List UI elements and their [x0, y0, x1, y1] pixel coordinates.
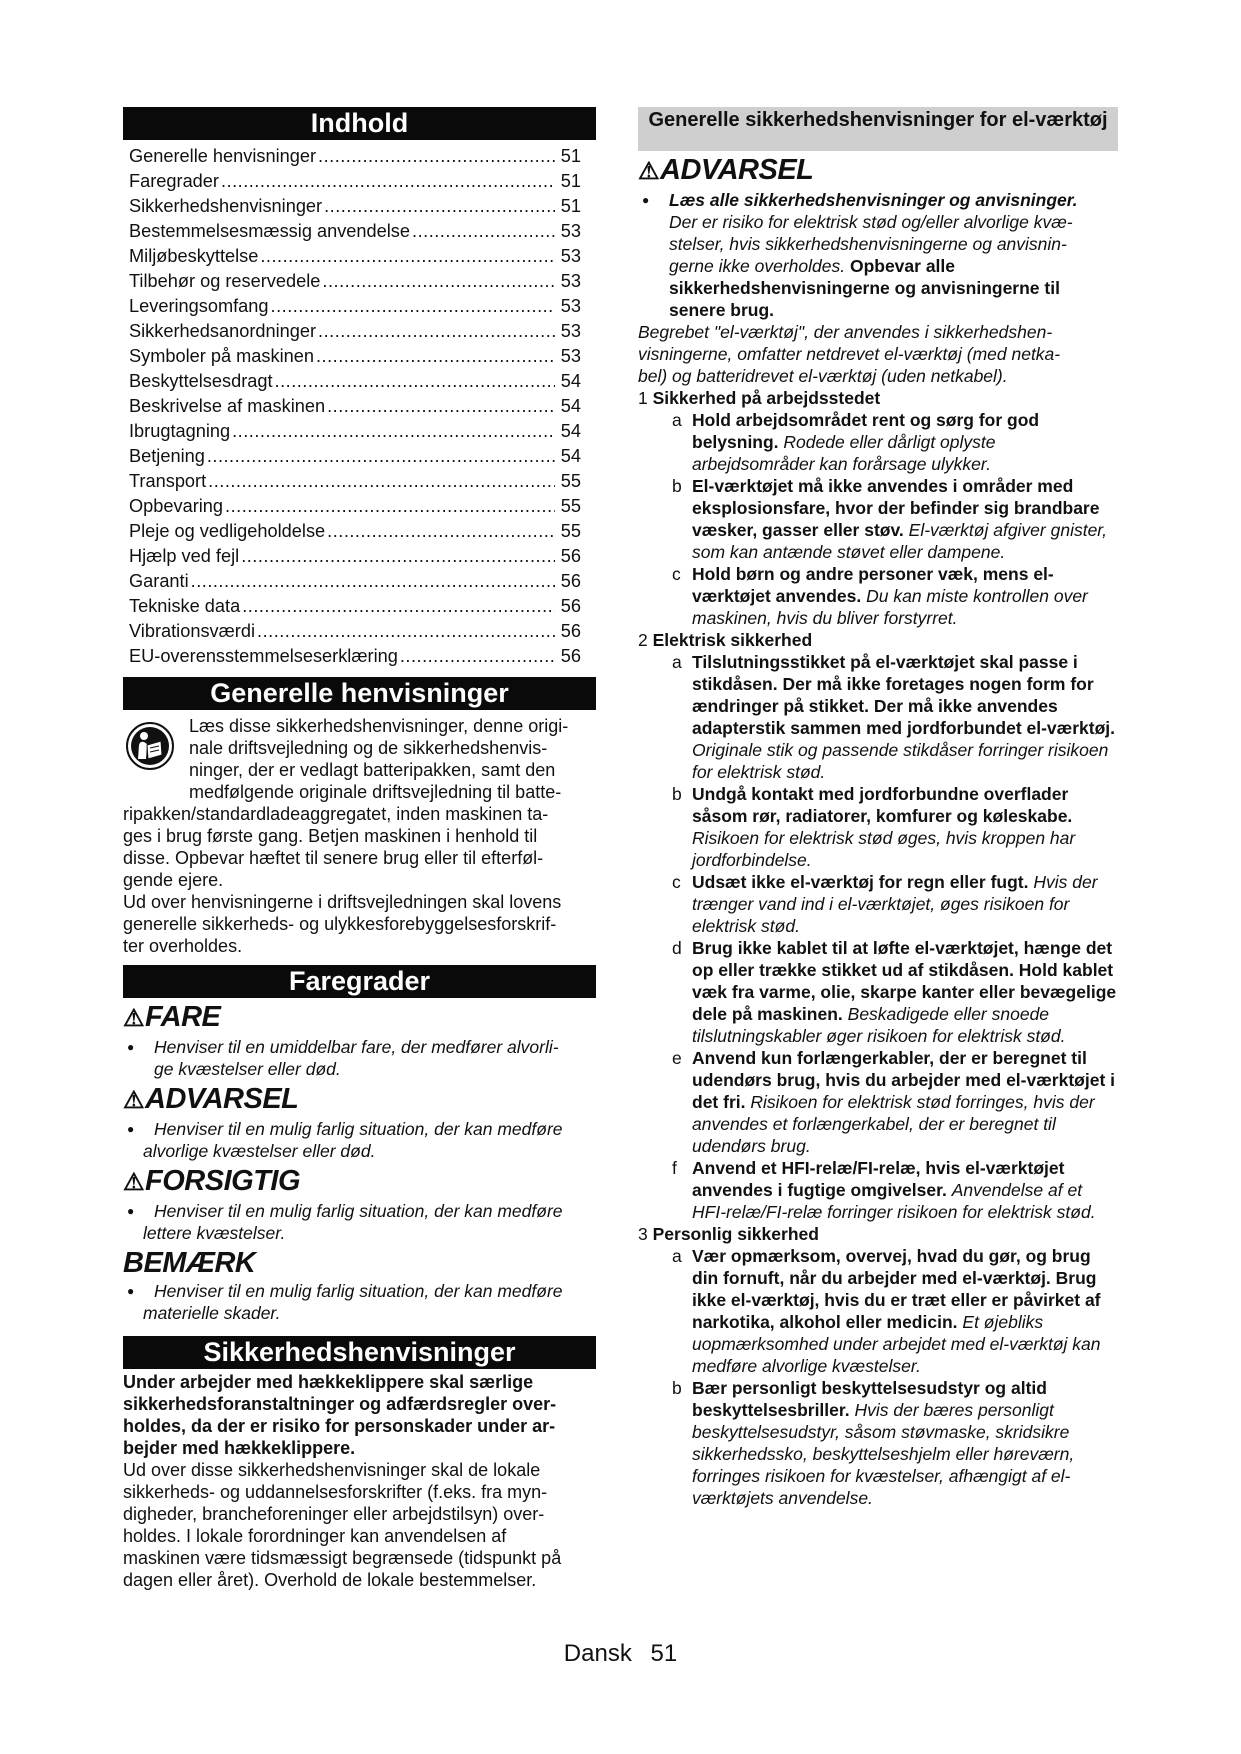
- item-letter: b: [672, 476, 682, 496]
- definition: [638, 321, 1118, 387]
- warning-triangle-icon: ⚠: [638, 158, 660, 185]
- section-item: [638, 563, 1118, 629]
- right-column: [638, 107, 1118, 1509]
- section-item: [638, 1245, 1118, 1377]
- toc-page: 56: [560, 646, 581, 666]
- hazard-text: ge kvæstelser eller død.: [154, 1059, 341, 1079]
- toc-label: Ibrugtagning: [129, 421, 231, 441]
- toc-page: 53: [560, 271, 581, 291]
- page-footer: [0, 1640, 1241, 1668]
- toc-entry: [129, 544, 581, 569]
- intro-line: ninger, der er vedlagt batteripakken, samt den: [189, 760, 556, 780]
- section-number: 1: [638, 388, 648, 408]
- hazard-level-advarsel: [123, 1082, 596, 1162]
- section-item: [638, 871, 1118, 937]
- toc-page: 56: [560, 621, 581, 641]
- toc-entry: [129, 469, 581, 494]
- toc-entry: [129, 494, 581, 519]
- section-heading: [638, 387, 1118, 409]
- toc-leader: [225, 494, 555, 519]
- section-heading-text: Elektrisk sikkerhed: [652, 630, 813, 650]
- toc-page: 56: [560, 546, 581, 566]
- signal-word: ADVARSEL: [660, 154, 814, 186]
- general-body-line: gende ejere.: [123, 870, 224, 890]
- item-text: Beskadigede eller snoede tilslutningskabler øger risikoen for elektrisk stød.: [692, 1004, 1066, 1046]
- item-bold: Vær opmærksom, overvej, hvad du gør, og brug din fornuft, når du arbejder med el-værktøj. Brug ikke el-værktøj, hvis du er træt eller er påvirket af narkotika, alkohol eller medicin.: [692, 1246, 1101, 1332]
- section-item: [638, 1377, 1118, 1509]
- definition-line: bel) og batteridrevet el-værktøj (uden netkabel).: [638, 366, 1008, 386]
- bullet-bold: Læs alle sikkerhedshenvisninger og anvisninger.: [669, 190, 1078, 210]
- item-letter: a: [672, 1246, 682, 1266]
- signal-word: ADVARSEL: [145, 1083, 299, 1115]
- item-text: Risikoen for elektrisk stød øges, hvis kroppen har jordforbindelse.: [692, 828, 1076, 870]
- toc-label: Bestemmelsesmæssig anvendelse: [129, 221, 411, 241]
- toc-page: 53: [560, 296, 581, 316]
- section-heading-text: Personlig sikkerhed: [652, 1224, 819, 1244]
- toc-entry: [129, 269, 581, 294]
- toc-leader: [241, 544, 555, 569]
- toc-label: Hjælp ved fejl: [129, 546, 240, 566]
- section-item: [638, 783, 1118, 871]
- general-body-line: Ud over henvisningerne i driftsvejledningen skal lovens: [123, 892, 562, 912]
- item-text: El-værktøj afgiver gnister, som kan antænde støvet eller dampene.: [692, 520, 1108, 562]
- toc-label: EU-overensstemmelseserklæring: [129, 646, 398, 666]
- toc-page: 51: [560, 196, 581, 216]
- toc-page: 53: [560, 246, 581, 266]
- item-bold: Undgå kontakt med jordforbundne overflader såsom rør, radiatorer, komfurer og køleskabe.: [692, 784, 1073, 826]
- toc-entry: [129, 619, 581, 644]
- safety-line: digheder, brancheforeninger eller arbejdstilsyn) over-: [123, 1504, 545, 1524]
- general-body-line: ges i brug første gang. Betjen maskinen i henhold til: [123, 826, 538, 846]
- toc-leader: [327, 394, 555, 419]
- signal-word: FORSIGTIG: [145, 1165, 301, 1197]
- toc-leader: [316, 344, 555, 369]
- safety-line: maskinen være tidsmæssigt begrænsede (tidspunkt på: [123, 1548, 562, 1568]
- hazard-text: Henviser til en mulig farlig situation, der kan medføre: [154, 1201, 563, 1221]
- section-item: [638, 651, 1118, 783]
- hazard-text: lettere kvæstelser.: [143, 1223, 286, 1243]
- toc-entry: [129, 344, 581, 369]
- section-item: [638, 1047, 1118, 1157]
- toc-page: 51: [560, 146, 581, 166]
- toc-entry: [129, 519, 581, 544]
- toc-entry: [129, 594, 581, 619]
- item-bold: El-værktøjet må ikke anvendes i områder med eksplosionsfare, hvor der befinder sig brandbare væsker, gasser eller støv.: [692, 476, 1100, 540]
- item-letter: e: [672, 1048, 682, 1068]
- toc-leader: [257, 619, 555, 644]
- toc-label: Vibrationsværdi: [129, 621, 256, 641]
- toc-page: 54: [560, 371, 581, 391]
- item-text: Rodede eller dårligt oplyste arbejdsområder kan forårsage ulykker.: [692, 432, 996, 474]
- toc-entry: [129, 419, 581, 444]
- toc-entry: [129, 644, 581, 669]
- warning-triangle-icon: ⚠: [123, 1087, 145, 1114]
- toc-leader: [232, 419, 555, 444]
- toc-leader: [221, 169, 555, 194]
- intro-line: medfølgende originale driftsvejledning til batte-: [189, 782, 562, 802]
- toc-entry: [129, 369, 581, 394]
- safety-section: [638, 629, 1118, 1223]
- bullet-line: gerne ikke overholdes.: [669, 256, 846, 276]
- item-bold: Anvend kun forlængerkabler, der er beregnet til udendørs brug, hvis du arbejder med el-værktøjet i det fri.: [692, 1048, 1115, 1112]
- toc-page: 53: [560, 321, 581, 341]
- hazard-level-forsigtig: [123, 1164, 596, 1244]
- safety-bold-line: Under arbejder med hækkeklippere skal særlige: [123, 1372, 534, 1392]
- safety-bold-line: holdes, da der er risiko for personskader under ar-: [123, 1416, 556, 1436]
- item-bold: Hold arbejdsområdet rent og sørg for god belysning.: [692, 410, 1040, 452]
- toc-page: 53: [560, 221, 581, 241]
- toc-page: 53: [560, 346, 581, 366]
- right-title: Generelle sikkerhedshenvisninger for el-værktøj: [638, 107, 1118, 151]
- item-text: Du kan miste kontrollen over maskinen, hvis du bliver forstyrret.: [692, 586, 1088, 628]
- safety-bold-line: bejder med hækkeklippere.: [123, 1438, 356, 1458]
- item-bold: Hold børn og andre personer væk, mens el-værktøjet anvendes.: [692, 564, 1054, 606]
- section-item: [638, 1157, 1118, 1223]
- item-bold: Brug ikke kablet til at løfte el-værktøjet, hænge det op eller trække stikket ud af stikdåsen. Hold kablet væk fra varme, olie, skarpe kanter eller bevægelige dele på maskinen.: [692, 938, 1117, 1024]
- general-body-line: ripakken/standardladeaggregatet, inden maskinen ta-: [123, 804, 549, 824]
- hazard-level-bemaerk: [123, 1246, 596, 1324]
- safety-section: [638, 1223, 1118, 1509]
- bullet-line: Der er risiko for elektrisk stød og/eller alvorlige kvæ-: [669, 212, 1073, 232]
- toc-label: Garanti: [129, 571, 189, 591]
- keep-instructions: Opbevar alle sikkerhedshenvisningerne og anvisningerne til senere brug.: [669, 256, 1060, 320]
- toc-label: Miljøbeskyttelse: [129, 246, 259, 266]
- hazard-text: materielle skader.: [143, 1303, 281, 1323]
- read-manual-icon: [125, 721, 175, 771]
- toc-page: 55: [560, 496, 581, 516]
- definition-line: Begrebet "el-værktøj", der anvendes i sikkerhedshen-: [638, 322, 1053, 342]
- read-all-bullet: [638, 189, 1118, 321]
- toc-entry: [129, 244, 581, 269]
- toc-leader: [318, 319, 555, 344]
- general-body-line: ter overholdes.: [123, 936, 243, 956]
- toc-leader: [275, 369, 555, 394]
- safety-sections: [638, 387, 1118, 1509]
- toc-page: 55: [560, 471, 581, 491]
- safety-title: Sikkerhedshenvisninger: [123, 1336, 596, 1369]
- toc-leader: [318, 144, 555, 169]
- toc-page: 56: [560, 596, 581, 616]
- toc-label: Faregrader: [129, 171, 219, 191]
- toc-leader: [400, 644, 555, 669]
- hazard-level-fare: [123, 1000, 596, 1080]
- general-intro: [123, 715, 596, 957]
- toc-label: Leveringsomfang: [129, 296, 269, 316]
- item-bold: Udsæt ikke el-værktøj for regn eller fugt.: [692, 872, 1029, 892]
- page-number: 51: [650, 1640, 678, 1667]
- toc-entry: [129, 219, 581, 244]
- item-letter: b: [672, 1378, 682, 1398]
- item-letter: b: [672, 784, 682, 804]
- toc-label: Opbevaring: [129, 496, 224, 516]
- signal-word: BEMÆRK: [123, 1247, 256, 1279]
- item-text: Hvis der bæres personligt beskyttelsesudstyr, såsom støvmaske, skridsikre sikkerhedssko, beskyttelseshjelm eller høreværn, forringes risikoen for kvæstelser, afhængigt af el-værktøjets anvendelse.: [692, 1400, 1075, 1508]
- general-body-line: disse. Opbevar hæftet til senere brug eller til efterføl-: [123, 848, 544, 868]
- toc-list: [129, 144, 581, 669]
- section-number: 3: [638, 1224, 648, 1244]
- toc-leader: [412, 219, 555, 244]
- toc-entry: [129, 169, 581, 194]
- item-text: Risikoen for elektrisk stød forringes, hvis der anvendes et forlængerkabel, der er beregnet til udendørs brug.: [692, 1092, 1095, 1156]
- item-letter: a: [672, 652, 682, 672]
- section-item: [638, 409, 1118, 475]
- item-bold: Tilslutningsstikket på el-værktøjet skal passe i stikdåsen. Der må ikke foretages nogen form for ændringer på stikket. Der må ikke anvendes adapterstik sammen med jordforbundet el-værktøj.: [692, 652, 1116, 738]
- toc-label: Transport: [129, 471, 207, 491]
- toc-leader: [327, 519, 555, 544]
- toc-label: Tilbehør og reservedele: [129, 271, 321, 291]
- section-heading-text: Sikkerhed på arbejdsstedet: [652, 388, 881, 408]
- toc-leader: [271, 294, 555, 319]
- item-letter: c: [672, 564, 681, 584]
- toc-entry: [129, 144, 581, 169]
- section-item: [638, 475, 1118, 563]
- hazard-text: Henviser til en mulig farlig situation, der kan medføre: [154, 1281, 563, 1301]
- toc-page: 54: [560, 396, 581, 416]
- section-item: [638, 937, 1118, 1047]
- item-letter: c: [672, 872, 681, 892]
- item-bold: Anvend et HFI-relæ/FI-relæ, hvis el-værktøjet anvendes i fugtige omgivelser.: [692, 1158, 1065, 1200]
- toc-page: 54: [560, 446, 581, 466]
- item-text: Originale stik og passende stikdåser forringer risikoen for elektrisk stød.: [692, 740, 1109, 782]
- left-column: [123, 107, 596, 1591]
- hazard-text: Henviser til en mulig farlig situation, der kan medføre: [154, 1119, 563, 1139]
- toc-title: Indhold: [123, 107, 596, 140]
- section-heading: [638, 1223, 1118, 1245]
- warning-triangle-icon: ⚠: [123, 1169, 145, 1196]
- toc-entry: [129, 194, 581, 219]
- toc-entry: [129, 394, 581, 419]
- toc-label: Beskyttelsesdragt: [129, 371, 273, 391]
- safety-line: dagen eller året). Overhold de lokale bestemmelser.: [123, 1570, 537, 1590]
- safety-line: holdes. I lokale forordninger kan anvendelsen af: [123, 1526, 507, 1546]
- intro-lines: [123, 715, 596, 803]
- bullet-line: stelser, hvis sikkerhedshenvisningerne og anvisnin-: [669, 234, 1067, 254]
- footer-language: Dansk: [563, 1640, 632, 1667]
- warning-triangle-icon: ⚠: [123, 1005, 145, 1032]
- item-letter: d: [672, 938, 682, 958]
- item-bold: Bær personligt beskyttelsesudstyr og altid beskyttelsesbriller.: [692, 1378, 1047, 1420]
- safety-line: sikkerheds- og uddannelsesforskrifter (f.eks. fra myn-: [123, 1482, 548, 1502]
- toc-label: Sikkerhedshenvisninger: [129, 196, 323, 216]
- toc-entry: [129, 444, 581, 469]
- toc-page: 56: [560, 571, 581, 591]
- toc-leader: [207, 444, 555, 469]
- hazard-text: alvorlige kvæstelser eller død.: [143, 1141, 376, 1161]
- toc-leader: [242, 594, 555, 619]
- item-letter: a: [672, 410, 682, 430]
- toc-label: Sikkerhedsanordninger: [129, 321, 317, 341]
- toc-label: Pleje og vedligeholdelse: [129, 521, 326, 541]
- signal-word: FARE: [145, 1001, 221, 1033]
- safety-bold-line: sikkerhedsforanstaltninger og adfærdsregler over-: [123, 1394, 557, 1414]
- toc-leader: [191, 569, 555, 594]
- intro-line: Læs disse sikkerhedshenvisninger, denne origi-: [189, 716, 569, 736]
- toc-label: Tekniske data: [129, 596, 241, 616]
- toc-leader: [324, 194, 555, 219]
- toc-entry: [129, 319, 581, 344]
- toc-leader: [322, 269, 554, 294]
- item-text: Anvendelse af et HFI-relæ/FI-relæ forringer risikoen for elektrisk stød.: [692, 1180, 1096, 1222]
- safety-text: [123, 1371, 596, 1591]
- toc-label: Betjening: [129, 446, 205, 466]
- toc-entry: [129, 294, 581, 319]
- item-text: Et øjebliks uopmærksomhed under arbejdet med el-værktøj kan medføre alvorlige kvæstelser.: [692, 1312, 1101, 1376]
- definition-line: visningerne, omfatter netdrevet el-værktøj (med netka-: [638, 344, 1061, 364]
- toc-label: Symboler på maskinen: [129, 346, 314, 366]
- general-body-line: generelle sikkerheds- og ulykkesforebyggelsesforskrif-: [123, 914, 557, 934]
- toc-label: Generelle henvisninger: [129, 146, 317, 166]
- toc-label: Beskrivelse af maskinen: [129, 396, 326, 416]
- intro-line: nale driftsvejledning og de sikkerhedshenvis-: [189, 738, 548, 758]
- toc-leader: [260, 244, 554, 269]
- hazard-levels: [123, 1000, 596, 1324]
- toc-page: 55: [560, 521, 581, 541]
- safety-line: Ud over disse sikkerhedshenvisninger skal de lokale: [123, 1460, 541, 1480]
- item-text: Hvis der trænger vand ind i el-værktøjet, øges risikoen for elektrisk stød.: [692, 872, 1098, 936]
- item-letter: f: [672, 1158, 677, 1178]
- toc-page: 54: [560, 421, 581, 441]
- section-number: 2: [638, 630, 648, 650]
- toc-entry: [129, 569, 581, 594]
- hazard-title: Faregrader: [123, 965, 596, 998]
- general-title: Generelle henvisninger: [123, 677, 596, 710]
- hazard-text: Henviser til en umiddelbar fare, der medfører alvorli-: [154, 1037, 559, 1057]
- safety-section: [638, 387, 1118, 629]
- toc-leader: [208, 469, 555, 494]
- section-heading: [638, 629, 1118, 651]
- toc-page: 51: [560, 171, 581, 191]
